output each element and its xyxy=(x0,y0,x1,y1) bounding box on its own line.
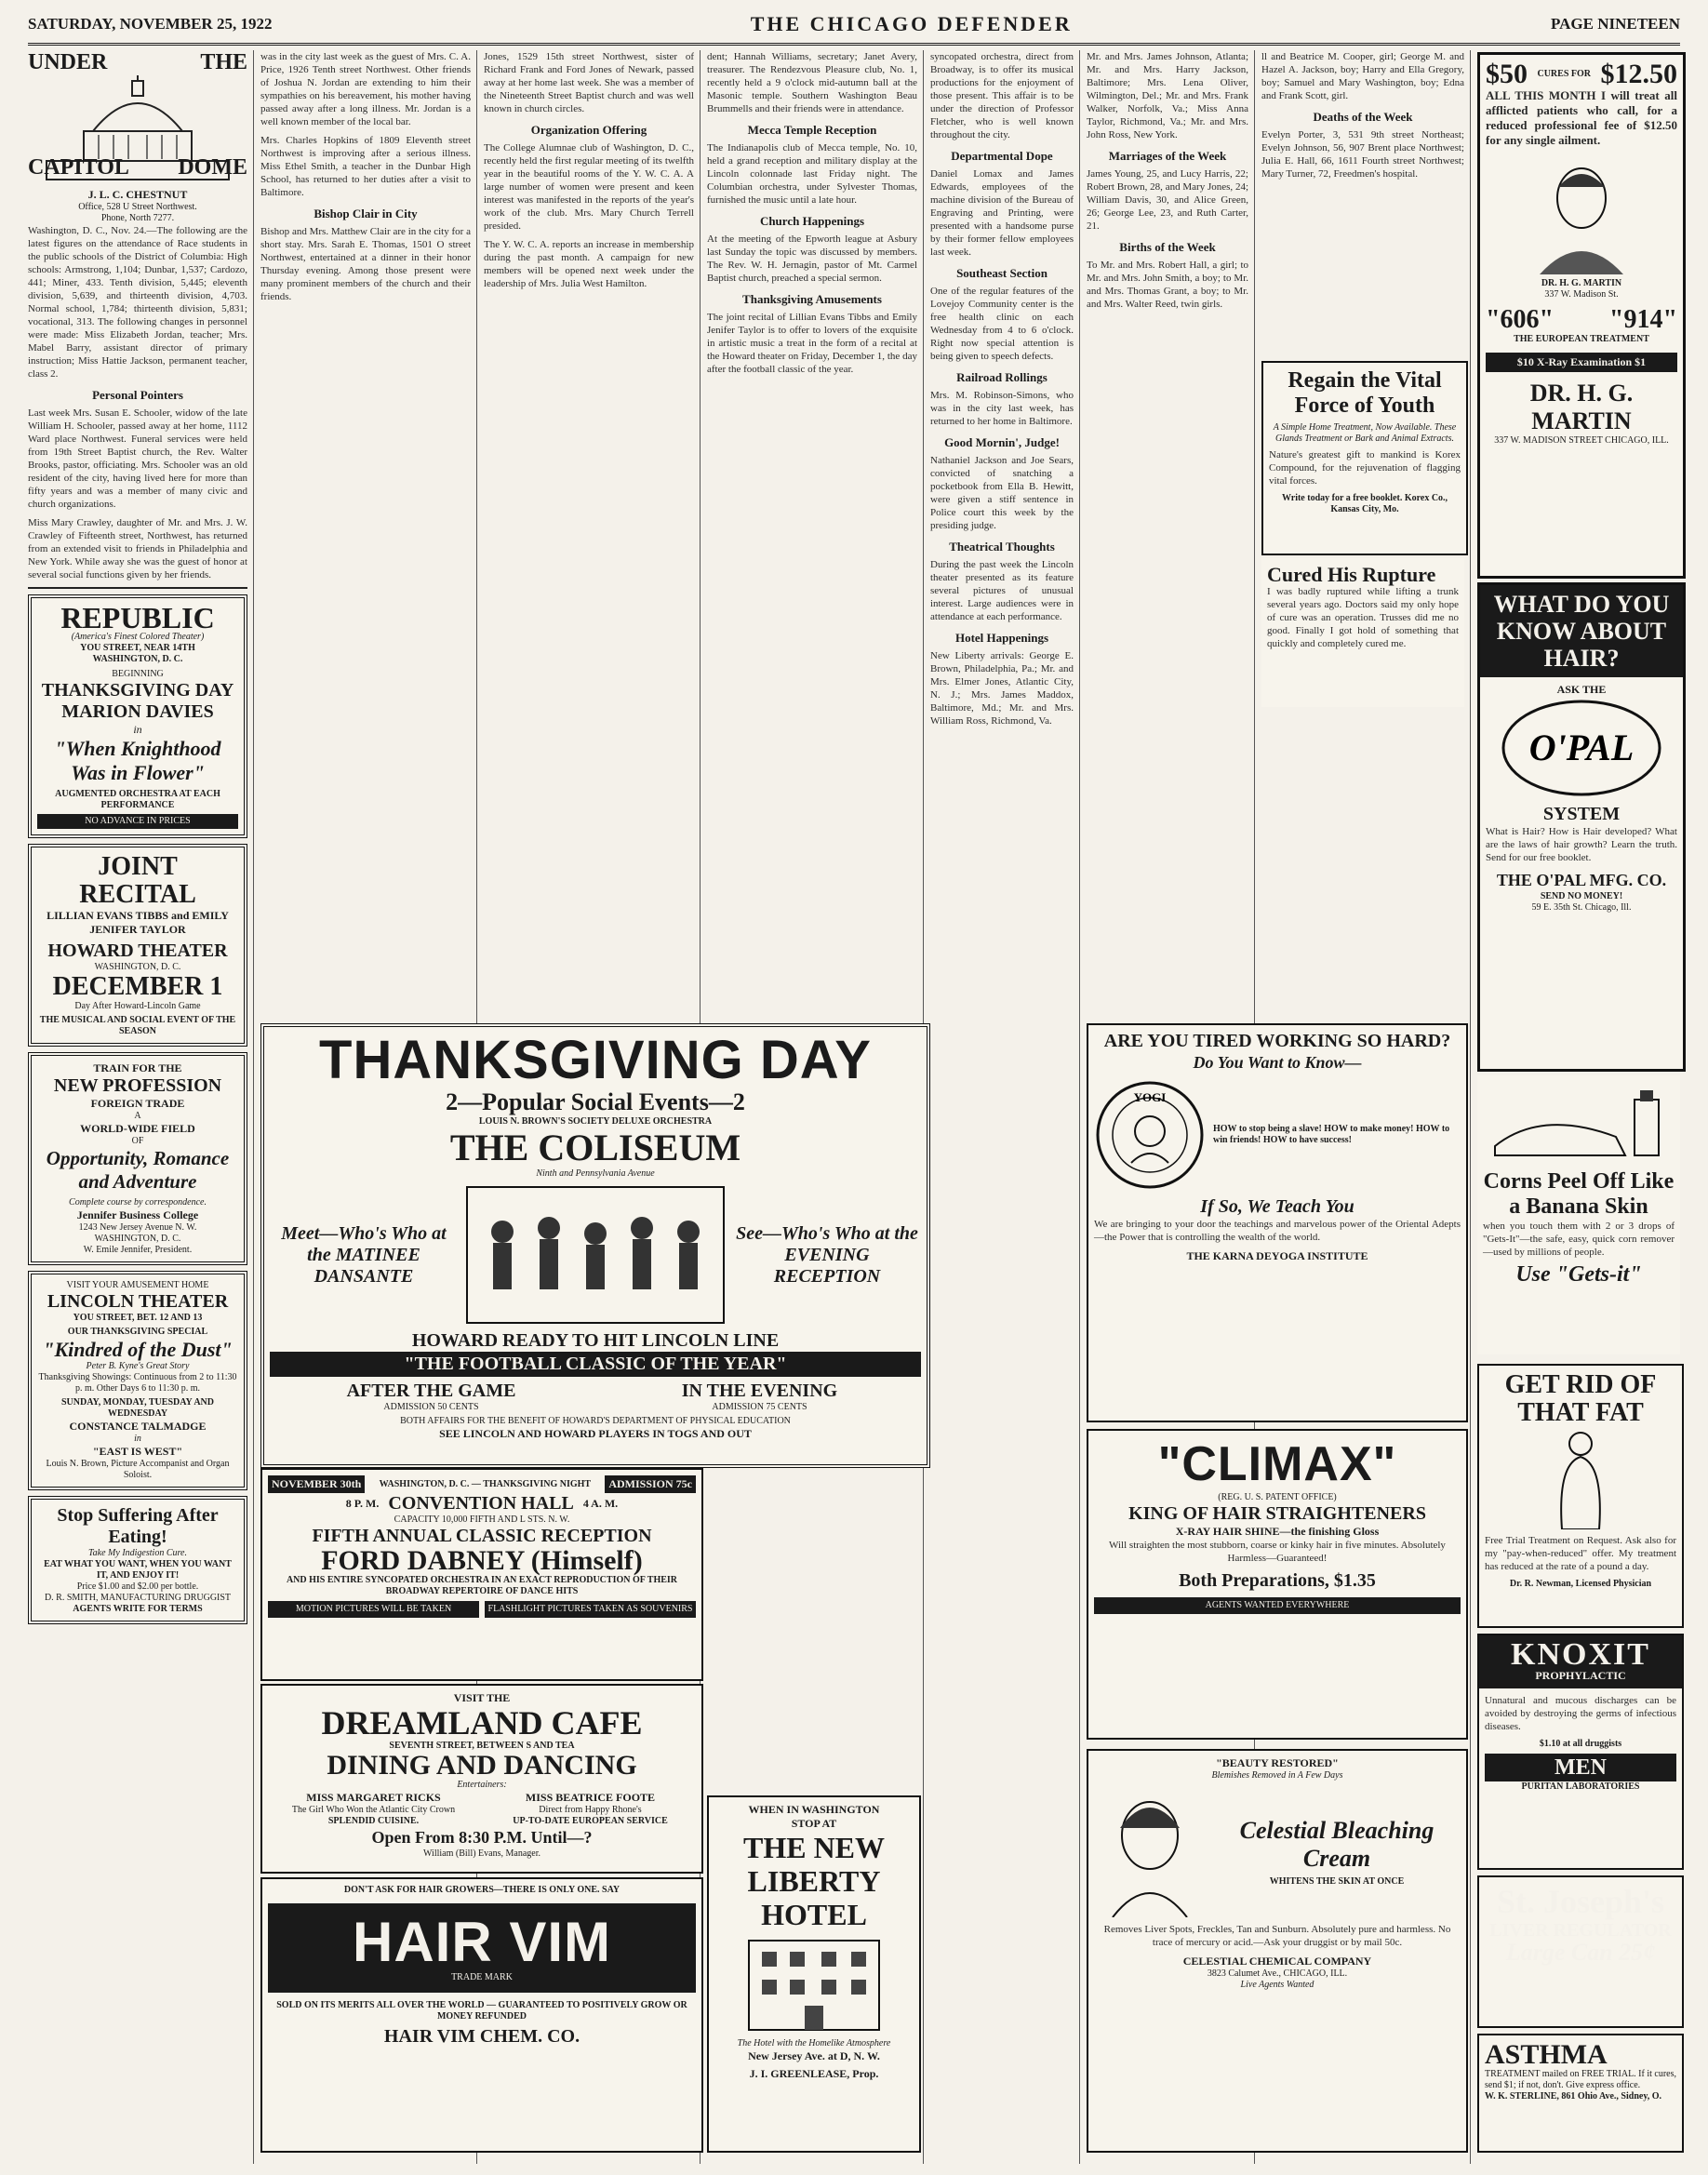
indigestion-cure-ad: Stop Suffering After Eating! Take My Indigestion Cure. EAT WHAT YOU WANT, WHEN YOU WANT IT, AND ENJOY IT! Price $1.00 and $2.00 per bottle. D. R. SMITH, MANUFACTURING DRUGGIST AGENTS WRITE FOR TERMS xyxy=(28,1496,247,1624)
capitol-title-right: THE xyxy=(200,50,247,74)
svg-text:O'PAL: O'PAL xyxy=(1528,727,1635,768)
svg-text:YOGI: YOGI xyxy=(1133,1090,1167,1104)
article-subhead: Thanksgiving Amusements xyxy=(742,292,882,306)
column-6 xyxy=(1087,50,1248,1017)
masthead-page: PAGE NINETEEN xyxy=(1550,15,1680,33)
article-subhead: Theatrical Thoughts xyxy=(949,540,1055,554)
hair-vim-ad: DON'T ASK FOR HAIR GROWERS—THERE IS ONLY ONE. SAY HAIR VIM TRADE MARK SOLD ON ITS MERITS ALL OVER THE WORLD — GUARANTEED TO POSITIVELY GROW OR MONEY REFUNDED HAIR VIM CHEM. CO. xyxy=(260,1877,703,2153)
article-paragraph: At the meeting of the Epworth league at Asbury last Sunday the topic was discussed by members. The Rev. W. H. Jernagin, pastor of Mt. Carmel Baptist church, preached a special sermon. xyxy=(707,234,917,284)
article-paragraph: The College Alumnae club of Washington, D. C., recently held the first regular meeting of its twelfth year in the beautiful rooms of the Y. W. C. A. A large number of women were present and keen interest was manifested in the reports of the year's work of the club. Mrs. Mary Church Terrell presided. xyxy=(484,142,694,232)
column-rule xyxy=(1079,50,1080,2164)
regain-vital-force-ad: Regain the Vital Force of Youth A Simple Home Treatment, Now Available. These Glands Treatment or Bark and Animal Extracts. Nature's greatest gift to mankind is Korex Compound, for the rejuvenation of flagging vital forces. Write today for a free booklet. Korex Co., Kansas City, Mo. xyxy=(1261,361,1468,555)
doctor-portrait-icon xyxy=(1530,153,1633,274)
article-paragraph: Bishop and Mrs. Matthew Clair are in the city for a short stay. Mrs. Sarah E. Thomas, 1501 O street Northwest, entertained at a dinner in their honor Thursday evening. Among those present were many prominent members of the church and their friends. xyxy=(260,226,471,302)
thanksgiving-coliseum-ad: THANKSGIVING DAY 2—Popular Social Events—2 LOUIS N. BROWN'S SOCIETY DELUXE ORCHESTRA THE COLISEUM Ninth and Pennsylvania Avenue Meet—Who's Who at the MATINEE DANSANTE See—Who's Who at the EVENING RECEPTION HOWARD READY TO HIT LINCOLN LINE "THE FOOTBALL CLASSIC OF THE YEAR" AFTER THE GAME ADMISSION 50 CENTS IN THE EVENING ADMISSION 75 CENTS BOTH AFFAIRS FOR THE BENEFIT OF HOWARD'S DEPARTMENT OF PHYSICAL EDUCATION SEE LINCOLN AND HOWARD PLAYERS IN TOGS AND OUT xyxy=(260,1023,930,1468)
capitol-title-bottom-right: DOME xyxy=(178,155,247,180)
asthma-treatment-ad: ASTHMA TREATMENT mailed on FREE TRIAL. If it cures, send $1; if not, don't. Give express office. W. K. STERLINE, 861 Ohio Ave., Sidney, O. xyxy=(1477,2034,1684,2153)
article-paragraph: One of the regular features of the Lovejoy Community center is the free health clinic on each Wednesday from 4 to 6 o'clock. Right now special attention is being given to speech defects. xyxy=(930,286,1074,362)
dr-martin-cures-ad: $50 CURES FOR $12.50 ALL THIS MONTH I will treat all afflicted patients who call, for a reduced professional fee of $12.50 for any single ailment. DR. H. G. MARTIN 337 W. Madison St. "606" "914" THE EUROPEAN TREATMENT $10 X-Ray Examination $1 DR. H. G. MARTIN 337 W. MADISON STREET CHICAGO, ILL. xyxy=(1477,52,1686,579)
article-subhead: Church Happenings xyxy=(759,214,865,228)
column-2 xyxy=(260,50,471,1017)
article-subhead: Railroad Rollings xyxy=(956,370,1047,384)
gets-it-corn-remover-ad: Corns Peel Off Like a Banana Skin when you touch them with 2 or 3 drops of "Gets-It"—the safe, easy, quick corn remover—used by millions of people. Use "Gets-it" xyxy=(1477,1075,1680,1354)
article-subhead: Departmental Dope xyxy=(951,149,1053,163)
climax-hair-straightener-ad: "CLIMAX" (REG. U. S. PATENT OFFICE) KING OF HAIR STRAIGHTENERS X-RAY HAIR SHINE—the finishing Gloss Will straighten the most stubborn, coarse or kinky hair in five minutes. Absolutely Harmless—Guaranteed! Both Preparations, $1.35 AGENTS WANTED EVERYWHERE xyxy=(1087,1429,1468,1740)
article-paragraph: During the past week the Lincoln theater presented as its feature several pictures of unusual interest. Large audiences were in attendance at each performance. xyxy=(930,559,1074,622)
dreamland-cafe-ad: VISIT THE DREAMLAND CAFE SEVENTH STREET, BETWEEN S AND TEA DINING AND DANCING Entertainers: MISS MARGARET RICKS The Girl Who Won the Atlantic City Crown MISS BEATRICE FOOTE Direct from Happy Rhone's SPLENDID CUISINE. UP-TO-DATE EUROPEAN SERVICE Open From 8:30 P.M. Until—? William (Bill) Evans, Manager. xyxy=(260,1684,703,1874)
capitol-header xyxy=(28,50,247,224)
ad-title: REPUBLIC xyxy=(60,601,215,634)
jennifer-business-college-ad: TRAIN FOR THE NEW PROFESSION FOREIGN TRADE A WORLD-WIDE FIELD OF Opportunity, Romance and Adventure Complete course by correspondence. Jennifer Business College 1243 New Jersey Avenue N. W. WASHINGTON, D. C. W. Emile Jennifer, President. xyxy=(28,1052,247,1265)
opal-hair-system-ad: WHAT DO YOU KNOW ABOUT HAIR? ASK THE O'PAL SYSTEM What is Hair? How is Hair developed? What are the laws of hair growth? Learn the truth. Send for our free booklet. THE O'PAL MFG. CO. SEND NO MONEY! 59 E. 35th St. Chicago, Ill. xyxy=(1477,582,1686,1072)
capitol-title-left: UNDER xyxy=(28,50,108,74)
article-paragraph: dent; Hannah Williams, secretary; Janet Avery, treasurer. The Rendezvous Pleasure club, No. 1, recently held a 9 o'clock mid-autumn ball at the Masonic temple. Southern Washington Beau Brummells and their friends were in attendance. xyxy=(707,51,917,114)
yogi-institute-ad: ARE YOU TIRED WORKING SO HARD? Do You Want to Know— YOGI HOW to stop being a slave! HOW to make money! HOW to win friends! HOW to have success! If So, We Teach You We are bringing to your door the teachings and marvelous power of the Oriental Adepts—the Power that is controlling the wealth of the world. THE KARNA DEYOGA INSTITUTE xyxy=(1087,1023,1468,1422)
republic-theater-ad: REPUBLIC (America's Finest Colored Theater) YOU STREET, NEAR 14TH WASHINGTON, D. C. BEGINNING THANKSGIVING DAY MARION DAVIES in "When Knighthood Was in Flower" AUGMENTED ORCHESTRA AT EACH PERFORMANCE NO ADVANCE IN PRICES xyxy=(28,594,247,838)
column-7 xyxy=(1261,50,1464,352)
article-paragraph: Last week Mrs. Susan E. Schooler, widow of the late William H. Schooler, passed away at her home, 1112 Ward place Northwest. Funeral services were held from 19th Street Baptist church, the Rev. Walter Brooks, pastor, officiating. Mrs. Schooler was an old resident of the city, having lived here for more than fifty years and was a member of many civic and church organizations. xyxy=(28,407,247,510)
joint-recital-ad: JOINT RECITAL LILLIAN EVANS TIBBS and EMILY JENIFER TAYLOR HOWARD THEATER WASHINGTON, D. C. DECEMBER 1 Day After Howard-Lincoln Game THE MUSICAL AND SOCIAL EVENT OF THE SEASON xyxy=(28,844,247,1047)
article-paragraph: Jones, 1529 15th street Northwest, sister of Richard Frank and Ford Jones of Newark, passed away at her home last week. She was a member of the Nineteenth Street Baptist church and was well known in church circles. xyxy=(484,51,694,114)
article-subhead: Births of the Week xyxy=(1119,240,1216,254)
column-1 xyxy=(28,50,247,2164)
column-3 xyxy=(484,50,694,1017)
ford-dabney-reception-ad: NOVEMBER 30th WASHINGTON, D. C. — THANKSGIVING NIGHT ADMISSION 75c 8 P. M. CONVENTION HALL 4 A. M. CAPACITY 10,000 FIFTH AND L STS. N. W. FIFTH ANNUAL CLASSIC RECEPTION FORD DABNEY (Himself) AND HIS ENTIRE SYNCOPATED ORCHESTRA IN AN EXACT REPRODUCTION OF THEIR BROADWAY REPERTOIRE OF DANCE HITS MOTION PICTURES WILL BE TAKEN FLASHLIGHT PICTURES TAKEN AS SOUVENIRS xyxy=(260,1468,703,1681)
capitol-author: J. L. C. CHESTNUT xyxy=(87,188,188,201)
article-subhead: Bishop Clair in City xyxy=(314,207,418,220)
article-paragraph: Daniel Lomax and James Edwards, employees of the machine division of the Bureau of Engraving and Printing, were presented with a handsome purse by their former fellow employees last week. xyxy=(930,168,1074,258)
coliseum-crowd-illustration xyxy=(465,1185,726,1325)
article-paragraph: The joint recital of Lillian Evans Tibbs and Emily Jenifer Taylor is to offer to lovers of the exquisite in artistic music a treat in the form of a recital at the Howard theater on Friday, December 1, the day after the football classic of the year. xyxy=(707,312,917,375)
rupture-cure-ad: Cured His Rupture I was badly ruptured while lifting a trunk several years ago. Doctors said my only hope of cure was an operation. Trusses did me no good. Finally I got hold of something that quickly and completely cured me. xyxy=(1261,558,1464,707)
article-subhead: Marriages of the Week xyxy=(1108,149,1227,163)
article-paragraph: syncopated orchestra, direct from Broadway, is to offer its musical productions for the enjoyment of those present. This affair is to be under the direction of Professor Fletcher, who is well known throughout the city. xyxy=(930,51,1074,140)
article-subhead: Hotel Happenings xyxy=(954,631,1049,645)
opal-logo-icon xyxy=(1498,697,1665,799)
column-5 xyxy=(930,50,1074,1017)
article-paragraph: Mr. and Mrs. James Johnson, Atlanta; Mr. and Mrs. Harry Jackson, Baltimore; Mrs. Lena Oliver, Wilmington, Del.; Mr. and Mrs. Frank Walker, Norfolk, Va.; Miss Anna Taylor, Richmond, Va.; Mr. and Mrs. John Ross, New York. xyxy=(1087,51,1248,140)
article-paragraph: Evelyn Porter, 3, 531 9th street Northeast; Evelyn Johnson, 56, 907 Brent place Northwest; Julia E. Hall, 66, 1611 Fourth street Northwest; Mary Turner, 72, Freedmen's hospital. xyxy=(1261,129,1464,180)
new-liberty-hotel-ad: WHEN IN WASHINGTON STOP AT THE NEW LIBERTY HOTEL The Hotel with the Homelike Atmosphere New Jersey Ave. at D, N. W. J. I. GREENLEASE, Prop. xyxy=(707,1795,921,2153)
hotel-building-illustration xyxy=(721,1931,907,2034)
capitol-title-bottom-left: CAPITOL xyxy=(28,155,129,180)
article-paragraph: was in the city last week as the guest of Mrs. C. A. Price, 1926 Tenth street Northwest. Other friends of Joshua N. Jordan are extending to him their sympathies on his bereavement, his mother having passed away after a long illness. Mr. Jordan is a well known member of the local bar. xyxy=(260,51,471,127)
article-paragraph: The Y. W. C. A. reports an increase in membership during the past month. A campaign for new members will be opened next week under the leadership of Mrs. Julia West Hamilton. xyxy=(484,239,694,289)
column-rule xyxy=(253,50,254,2164)
masthead xyxy=(28,6,1680,46)
celestial-bleaching-cream-ad: "BEAUTY RESTORED" Blemishes Removed in A Few Days Celestial Bleaching Cream WHITENS THE SKIN AT ONCE Removes Liver Spots, Freckles, Tan and Sunburn. Absolutely pure and harmless. No trace of mercury or acid.—Ask your druggist or by mail 50c. CELESTIAL CHEMICAL COMPANY 3823 Calumet Ave., CHICAGO, ILL. Live Agents Wanted xyxy=(1087,1749,1468,2153)
capitol-phone: Phone, North 7277. xyxy=(100,213,175,223)
masthead-date: SATURDAY, NOVEMBER 25, 1922 xyxy=(28,15,273,33)
article-subhead: Personal Pointers xyxy=(92,388,183,402)
st-josephs-liver-regulator-ad: St. Joseph's LIVER REGULATOR Large Can 25¢ xyxy=(1477,1875,1684,2028)
figure-illustration xyxy=(1539,1427,1622,1529)
article-subhead: Good Mornin', Judge! xyxy=(944,435,1060,449)
article-subhead: Organization Offering xyxy=(530,123,647,137)
article-paragraph: Washington, D. C., Nov. 24.—The following are the latest figures on the attendance of Race students in the public schools of the District of Columbia: High schools: Armstrong, 1,104; Dunbar, 1,537; Cardozo, 441; Miner, 433. Tenth division, 5,445; eleventh division, 5,639, and thirteenth division, 4,703. Normal school, 1,784; thirteenth division, 5,831; vocational, 313. The following changes in personnel were made: Miss Elizabeth Jordan, teacher; Mrs. Mabel Barry, assistant director of primary instruction; Miss Hattie Jackson, permanent teacher, class 2. xyxy=(28,225,247,380)
masthead-paper: THE CHICAGO DEFENDER xyxy=(750,12,1073,35)
knoxit-prophylactic-ad: KNOXIT PROPHYLACTIC Unnatural and mucous discharges can be avoided by destroying the germs of infectious diseases. $1.10 at all druggists MEN PURITAN LABORATORIES xyxy=(1477,1634,1684,1870)
yogi-seal-icon xyxy=(1094,1079,1206,1191)
foot-bottle-illustration xyxy=(1486,1081,1672,1165)
article-paragraph: Mrs. M. Robinson-Simons, who was in the city last week, has returned to her home in Baltimore. xyxy=(930,390,1074,427)
article-paragraph: The Indianapolis club of Mecca temple, No. 10, held a grand reception and military display at the Lincoln colonnade last Friday night. The Columbian orchestra, under Sylvester Thomas, furnished the music until a late hour. xyxy=(707,142,917,206)
article-subhead: Mecca Temple Reception xyxy=(747,123,877,137)
fat-reduction-ad: GET RID OF THAT FAT Free Trial Treatment on Request. Ask also for my "pay-when-reduced" offer. My treatment has reduced at the rate of a pound a day. Dr. R. Newman, Licensed Physician xyxy=(1477,1364,1684,1628)
article-subhead: Deaths of the Week xyxy=(1313,110,1413,124)
article-paragraph: Mrs. Charles Hopkins of 1809 Eleventh street Northwest is improving after a serious illness. Miss Ethel Smith, a teacher in the Dunbar High School, has returned to her duties after a visit to Baltimore. xyxy=(260,135,471,198)
article-paragraph: James Young, 25, and Lucy Harris, 22; Robert Brown, 28, and Mary Jones, 24; William Davis, 30, and Alice Green, 26; George Lee, 23, and Ruth Carter, 21. xyxy=(1087,168,1248,232)
lincoln-theater-ad: VISIT YOUR AMUSEMENT HOME LINCOLN THEATER YOU STREET, BET. 12 AND 13 OUR THANKSGIVING SPECIAL "Kindred of the Dust" Peter B. Kyne's Great Story Thanksgiving Showings: Continuous from 2 to 11:30 p. m. Other Days 6 to 11:30 p. m. SUNDAY, MONDAY, TUESDAY AND WEDNESDAY CONSTANCE TALMADGE in "EAST IS WEST" Louis N. Brown, Picture Accompanist and Organ Soloist. xyxy=(28,1271,247,1490)
woman-portrait-icon xyxy=(1094,1787,1206,1917)
capitol-office: Office, 528 U Street Northwest. xyxy=(78,202,197,212)
article-paragraph: Miss Mary Crawley, daughter of Mr. and Mrs. J. W. Crawley of Fifteenth street, Northwest, has returned from an extended visit to friends in Philadelphia and New York. While away she was the guest of honor at several social functions given by her friends. xyxy=(28,517,247,580)
article-paragraph: Nathaniel Jackson and Joe Sears, convicted of snatching a pocketbook from Ella B. Hewitt, were given a stiff sentence in Police court this week by the presiding judge. xyxy=(930,455,1074,531)
article-subhead: Southeast Section xyxy=(956,266,1047,280)
column-rule xyxy=(1470,50,1471,2164)
article-paragraph: ll and Beatrice M. Cooper, girl; George M. and Hazel A. Jackson, boy; Harry and Ella Gregory, boy; Samuel and Mary Washington, boy; Edna and Frank Scott, girl. xyxy=(1261,51,1464,101)
article-paragraph: To Mr. and Mrs. Robert Hall, a girl; to Mr. and Mrs. John Smith, a boy; to Mr. and Mrs. Thomas Grant, a boy; to Mr. and Mrs. Walter Reed, twin girls. xyxy=(1087,260,1248,310)
article-paragraph: New Liberty arrivals: George E. Brown, Philadelphia, Pa.; Mr. and Mrs. Elmer Jones, Atlantic City, N. J.; Mrs. James Maddox, Baltimore, Md.; Mr. and Mrs. William Ross, Richmond, Va. xyxy=(930,650,1074,727)
